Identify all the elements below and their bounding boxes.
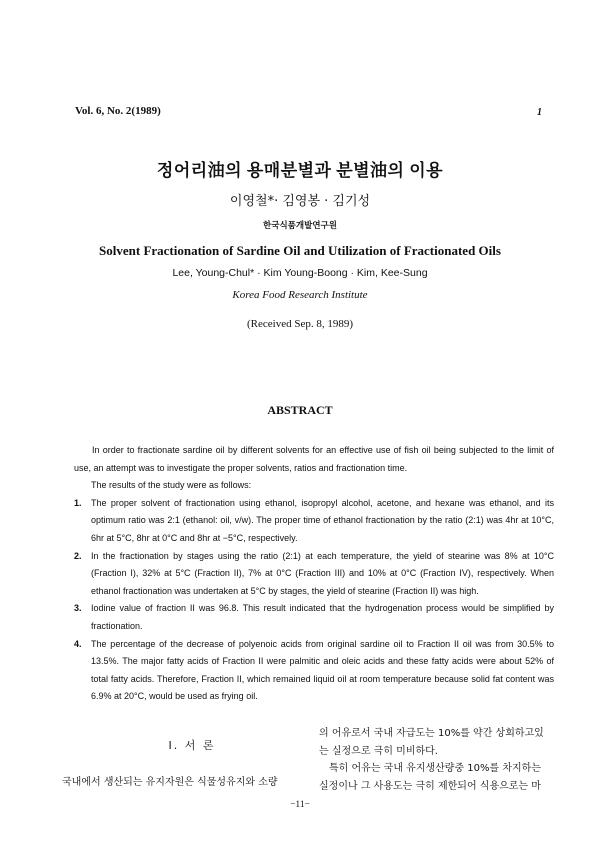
authors-english: Lee, Young-Chul* · Kim Young-Boong · Kim, Kee-Sung <box>172 267 428 279</box>
result-text: The proper solvent of fractionation using ethanol, isopropyl alcohol, acetone, and hexane was ethanol, and its optimum ratio was 2:1 (ethanol: oil, v/w). The proper time of ethanol fractionation by the ratio (2:1) was 4hr at 10°C, 6hr at 5°C, 8hr at 0°C and 8hr at −5°C, respectively. <box>91 497 554 543</box>
results-list <box>74 495 554 706</box>
result-item <box>74 636 554 706</box>
received-date: (Received Sep. 8, 1989) <box>247 318 353 330</box>
title-english: Solvent Fractionation of Sardine Oil and Utilization of Fractionated Oils <box>99 243 501 258</box>
abstract-body <box>74 442 554 706</box>
result-number: 1. <box>74 497 82 508</box>
journal-reference: Vol. 6, No. 2(1989) <box>75 105 161 117</box>
abstract-heading: ABSTRACT <box>267 403 333 417</box>
result-text: The percentage of the decrease of polyenoic acids from original sardine oil to Fraction II oil was from 30.5% to 13.5%. The major fatty acids of Fraction II were palmitic and oleic acids and these fatty acids were about 52% of total fatty acids. Therefore, Fraction II, which remained liquid oil at room temperature because solid fat content was 6.9% at 20°C, would be used as frying oil. <box>91 638 554 702</box>
result-item <box>74 548 554 601</box>
result-number: 4. <box>74 638 82 649</box>
result-number: 3. <box>74 603 82 614</box>
affiliation-english: Korea Food Research Institute <box>232 289 368 301</box>
body-text-line: 는 실정으로 극히 미비하다. <box>319 745 438 757</box>
body-text-line: 의 어유로서 국내 자급도는 10%를 약간 상회하고있 <box>319 728 544 739</box>
abstract-results-intro: The results of the study were as follows: <box>91 480 252 491</box>
affiliation-korean: 한국식품개발연구원 <box>263 221 337 231</box>
result-number: 2. <box>74 550 82 561</box>
body-text-line: 실정이나 그 사용도는 극히 제한되어 식용으로는 마 <box>319 780 541 792</box>
abstract-intro: In order to fractionate sardine oil by different solvents for an effective use of fish oil being subjected to the limit of use, an attempt was to investigate the proper solvents, ratios and fractionation time. <box>74 445 554 473</box>
page-number: 1 <box>537 107 542 118</box>
page-footer-number: −11− <box>290 800 310 810</box>
authors-korean: 이영철*· 김영봉 · 김기성 <box>229 194 371 209</box>
result-item <box>74 600 554 635</box>
body-text-line: 특히 어유는 국내 유지생산량중 10%를 차지하는 <box>329 763 541 774</box>
title-korean: 정어리油의 용매분별과 분별油의 이용 <box>156 161 444 180</box>
result-item <box>74 495 554 548</box>
body-text-line: 국내에서 생산되는 유지자원은 식물성유지와 소량 <box>62 777 278 788</box>
body-right-column <box>319 725 549 795</box>
section-heading-introduction: I. 서 론 <box>168 739 216 752</box>
result-text: In the fractionation by stages using the ratio (2:1) at each temperature, the yield of stearine was 8% at 10°C (Fraction I), 32% at 5°C (Fraction II), 7% at 0°C (Fraction III) and 10% at 0°C (Fraction IV), respectively. When ethanol fractionation was undertaken at 5°C by stages, the yield of stearine (Fraction II) was high. <box>91 550 554 596</box>
body-left-column <box>62 737 312 788</box>
result-text: Iodine value of fraction II was 96.8. This result indicated that the hydrogenation process would be simplified by fractionation. <box>91 603 554 631</box>
